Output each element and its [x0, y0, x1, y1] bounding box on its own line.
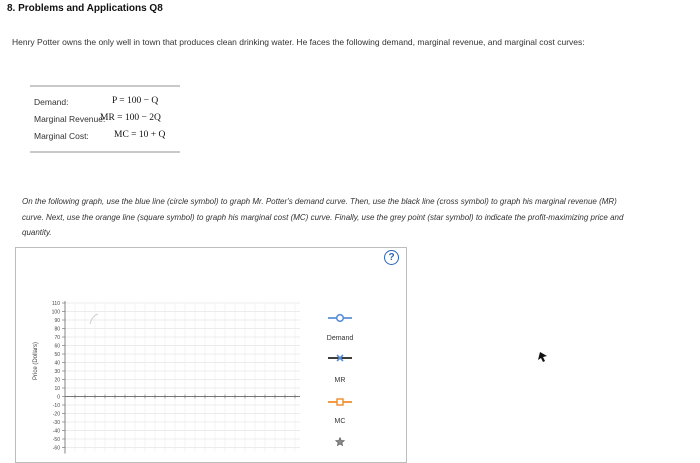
- legend-label-demand: Demand: [326, 335, 354, 342]
- y-tick-label: 10: [54, 386, 60, 392]
- y-tick-label: -20: [52, 411, 60, 418]
- y-tick-label: -60: [52, 445, 60, 452]
- y-tick-label: 70: [54, 335, 60, 341]
- equation-mc: Marginal Cost: MC = 10 + Q: [34, 130, 166, 141]
- y-axis-label: Price (Dollars): [33, 341, 39, 380]
- graph-instructions: On the following graph, use the blue line (circle symbol) to graph Mr. Potter's demand curve. Then, use the black line (cross symbol) to graph his marginal revenue (MR) curve. Next, use the orange line (square symbol) to graph his marginal cost (MC) curve. Finally, use the grey point (star symbol) to indicate the profit-maximizing price and quantity.: [22, 197, 624, 237]
- circle-icon: [337, 315, 344, 322]
- problem-intro: Henry Potter owns the only well in town that produces clean drinking water. He faces the following demand, marginal revenue, and marginal cost curves:: [12, 37, 585, 47]
- y-tick-label: 80: [54, 326, 60, 333]
- y-tick-label: 20: [54, 377, 60, 384]
- square-icon: [337, 399, 343, 405]
- y-tick-label: 110: [52, 301, 60, 307]
- y-tick-label: -50: [52, 437, 60, 443]
- y-tick-label: 0: [57, 394, 60, 401]
- equation-mr: Marginal Revenue: MR = 100 − 2Q: [34, 113, 161, 124]
- page-title: 8. Problems and Applications Q8: [7, 3, 163, 14]
- equation-demand: Demand: P = 100 − Q: [34, 96, 159, 107]
- y-tick-label: 30: [54, 369, 60, 375]
- star-icon: [336, 438, 345, 446]
- y-tick-label: 90: [54, 318, 60, 324]
- mouse-cursor-icon: [538, 352, 547, 362]
- help-icon[interactable]: ?: [384, 250, 399, 265]
- legend-label-mr: MR: [334, 377, 346, 384]
- y-tick-label: -30: [52, 420, 60, 426]
- legend-label-mc: MC: [334, 418, 346, 425]
- y-tick-label: -40: [52, 428, 60, 435]
- y-tick-label: -10: [52, 403, 60, 409]
- y-tick-label: 60: [54, 343, 60, 350]
- y-tick-label: 50: [54, 352, 60, 358]
- y-tick-label: 40: [54, 360, 60, 367]
- y-tick-label: 100: [51, 309, 60, 316]
- faint-mark: [90, 314, 98, 324]
